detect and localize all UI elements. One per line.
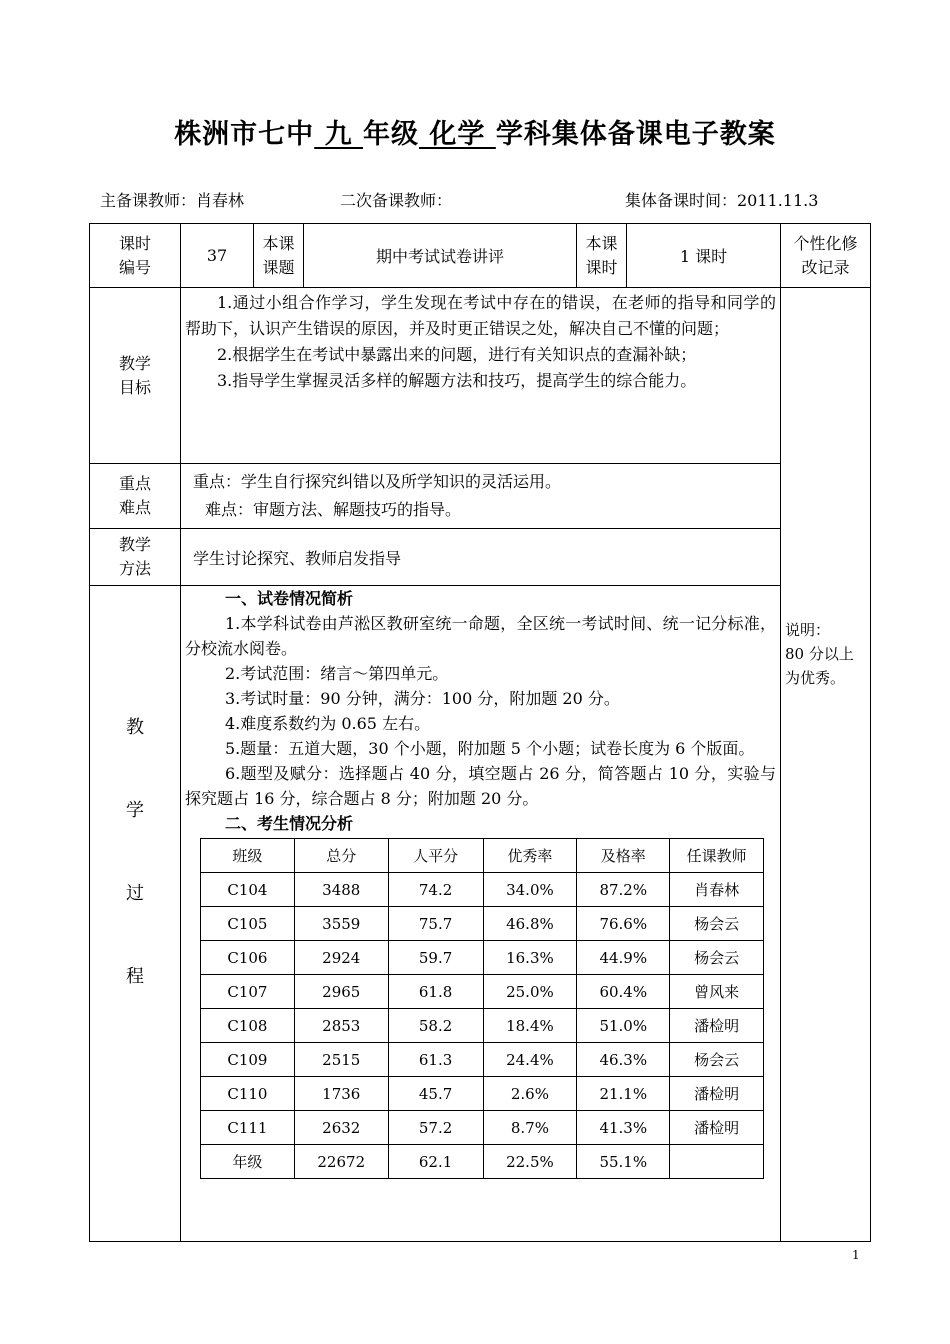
stats-cell: 46.3% <box>577 1043 670 1077</box>
stats-row <box>201 907 764 941</box>
stats-row <box>201 1077 764 1111</box>
page-number: 1 <box>852 1248 860 1262</box>
stats-cell: 87.2% <box>577 873 670 907</box>
stats-cell: 58.2 <box>388 1009 483 1043</box>
stats-cell: 2.6% <box>483 1077 577 1111</box>
stats-cell: 年级 <box>201 1145 295 1179</box>
section1-item: 1.本学科试卷由芦淞区教研室统一命题，全区统一考试时间、统一记分标准，分校流水阅卷。 <box>185 614 777 658</box>
stats-cell: 潘检明 <box>670 1009 764 1043</box>
stats-row <box>201 1111 764 1145</box>
stats-cell: 8.7% <box>483 1111 577 1145</box>
stats-cell: 44.9% <box>577 941 670 975</box>
stats-cell: C106 <box>201 941 295 975</box>
goal-item: 3.指导学生掌握灵活多样的解题方法和技巧，提高学生的综合能力。 <box>217 371 697 390</box>
stats-total-row <box>201 1145 764 1179</box>
goals-label: 教学 目标 <box>90 288 181 464</box>
stats-cell: 潘检明 <box>670 1111 764 1145</box>
stats-cell: C110 <box>201 1077 295 1111</box>
stats-header-cell: 任课教师 <box>670 839 764 873</box>
stats-cell: 2632 <box>294 1111 388 1145</box>
stats-header-cell: 优秀率 <box>483 839 577 873</box>
section1-item: 3.考试时量：90 分钟，满分：100 分，附加题 20 分。 <box>225 689 620 708</box>
stats-cell: 45.7 <box>388 1077 483 1111</box>
stats-cell: 杨会云 <box>670 941 764 975</box>
record-label: 个性化修 改记录 <box>781 224 871 288</box>
stats-cell: 61.8 <box>388 975 483 1009</box>
stats-cell: 76.6% <box>577 907 670 941</box>
stats-cell: 59.7 <box>388 941 483 975</box>
stats-cell: 46.8% <box>483 907 577 941</box>
stats-cell: 61.3 <box>388 1043 483 1077</box>
lesson-no-label: 课时 编号 <box>90 224 181 288</box>
excellence-note: 说明： 80 分以上 为优秀。 <box>785 621 854 687</box>
section2-title: 二、考生情况分析 <box>225 814 354 833</box>
topic-value: 期中考试试卷讲评 <box>304 224 577 288</box>
stats-cell: C105 <box>201 907 295 941</box>
stats-cell: 杨会云 <box>670 1043 764 1077</box>
difficult-point: 难点：审题方法、解题技巧的指导。 <box>205 500 462 519</box>
hours-label: 本课 课时 <box>577 224 627 288</box>
section1-title: 一、试卷情况简析 <box>225 589 354 608</box>
section1-item: 4.难度系数约为 0.65 左右。 <box>225 714 431 733</box>
goal-item: 1.通过小组合作学习，学生发现在考试中存在的错误，在老师的指导和同学的帮助下，认识产生错误的原因，并及时更正错误之处，解决自己不懂的问题； <box>185 293 777 338</box>
method-content: 学生讨论探究、教师启发指导 <box>181 529 781 586</box>
stats-cell: 18.4% <box>483 1009 577 1043</box>
section1-item: 2.考试范围：绪言～第四单元。 <box>225 664 449 683</box>
stats-cell: 25.0% <box>483 975 577 1009</box>
stats-cell: 3559 <box>294 907 388 941</box>
stats-cell: 1736 <box>294 1077 388 1111</box>
stats-cell: 62.1 <box>388 1145 483 1179</box>
second-teacher: 二次备课教师： <box>340 191 453 210</box>
stats-cell: 22.5% <box>483 1145 577 1179</box>
main-teacher: 主备课教师：肖春林 <box>100 191 245 210</box>
key-point: 重点：学生自行探究纠错以及所学知识的灵活运用。 <box>193 472 562 491</box>
stats-cell: 24.4% <box>483 1043 577 1077</box>
stats-row <box>201 1043 764 1077</box>
goal-item: 2.根据学生在考试中暴露出来的问题，进行有关知识点的查漏补缺； <box>217 345 697 364</box>
key-points-label: 重点 难点 <box>90 464 181 529</box>
section1-item: 6.题型及赋分：选择题占 40 分，填空题占 26 分，简答题占 10 分，实验与探究题占 16 分，综合题占 8 分；附加题 20 分。 <box>185 764 777 808</box>
document-title: 株洲市七中 九 年级 化学 学科集体备课电子教案 <box>174 119 776 150</box>
lesson-plan-table <box>89 223 871 1242</box>
lesson-no-value: 37 <box>181 224 254 288</box>
stats-header-cell: 人平分 <box>388 839 483 873</box>
stats-cell: 2965 <box>294 975 388 1009</box>
stats-header-cell: 及格率 <box>577 839 670 873</box>
stats-row <box>201 975 764 1009</box>
stats-cell: 34.0% <box>483 873 577 907</box>
stats-cell: 16.3% <box>483 941 577 975</box>
topic-label: 本课 课题 <box>254 224 304 288</box>
record-column <box>781 288 871 1242</box>
stats-cell: 41.3% <box>577 1111 670 1145</box>
stats-cell: 22672 <box>294 1145 388 1179</box>
hours-value: 1 课时 <box>627 224 781 288</box>
prep-date: 集体备课时间：2011.11.3 <box>625 191 819 210</box>
stats-cell: 55.1% <box>577 1145 670 1179</box>
stats-cell: 21.1% <box>577 1077 670 1111</box>
class-stats-table <box>200 838 764 1179</box>
stats-cell: 2853 <box>294 1009 388 1043</box>
stats-row <box>201 941 764 975</box>
process-label: 教 学 过 程 <box>90 586 181 1242</box>
stats-cell: 杨会云 <box>670 907 764 941</box>
stats-row <box>201 873 764 907</box>
stats-cell: 2515 <box>294 1043 388 1077</box>
stats-cell: 潘检明 <box>670 1077 764 1111</box>
stats-cell: 51.0% <box>577 1009 670 1043</box>
goals-content <box>181 288 781 464</box>
stats-cell: C111 <box>201 1111 295 1145</box>
section1-item: 5.题量：五道大题，30 个小题，附加题 5 个小题；试卷长度为 6 个版面。 <box>225 739 755 758</box>
stats-cell: 75.7 <box>388 907 483 941</box>
stats-header-cell: 总分 <box>294 839 388 873</box>
stats-cell: 60.4% <box>577 975 670 1009</box>
stats-cell: C104 <box>201 873 295 907</box>
stats-cell: 曾风来 <box>670 975 764 1009</box>
stats-cell: 57.2 <box>388 1111 483 1145</box>
stats-cell: C107 <box>201 975 295 1009</box>
stats-cell: 74.2 <box>388 873 483 907</box>
stats-header-cell: 班级 <box>201 839 295 873</box>
stats-cell: 2924 <box>294 941 388 975</box>
process-content <box>181 586 781 1242</box>
subject-field: 化学 <box>419 119 496 150</box>
stats-row <box>201 1009 764 1043</box>
stats-cell: C109 <box>201 1043 295 1077</box>
stats-cell: 3488 <box>294 873 388 907</box>
stats-cell: C108 <box>201 1009 295 1043</box>
key-points-content <box>181 464 781 529</box>
stats-header-row <box>201 839 764 873</box>
stats-cell: 肖春林 <box>670 873 764 907</box>
grade-field: 九 <box>314 119 363 150</box>
stats-cell <box>670 1145 764 1179</box>
method-label: 教学 方法 <box>90 529 181 586</box>
